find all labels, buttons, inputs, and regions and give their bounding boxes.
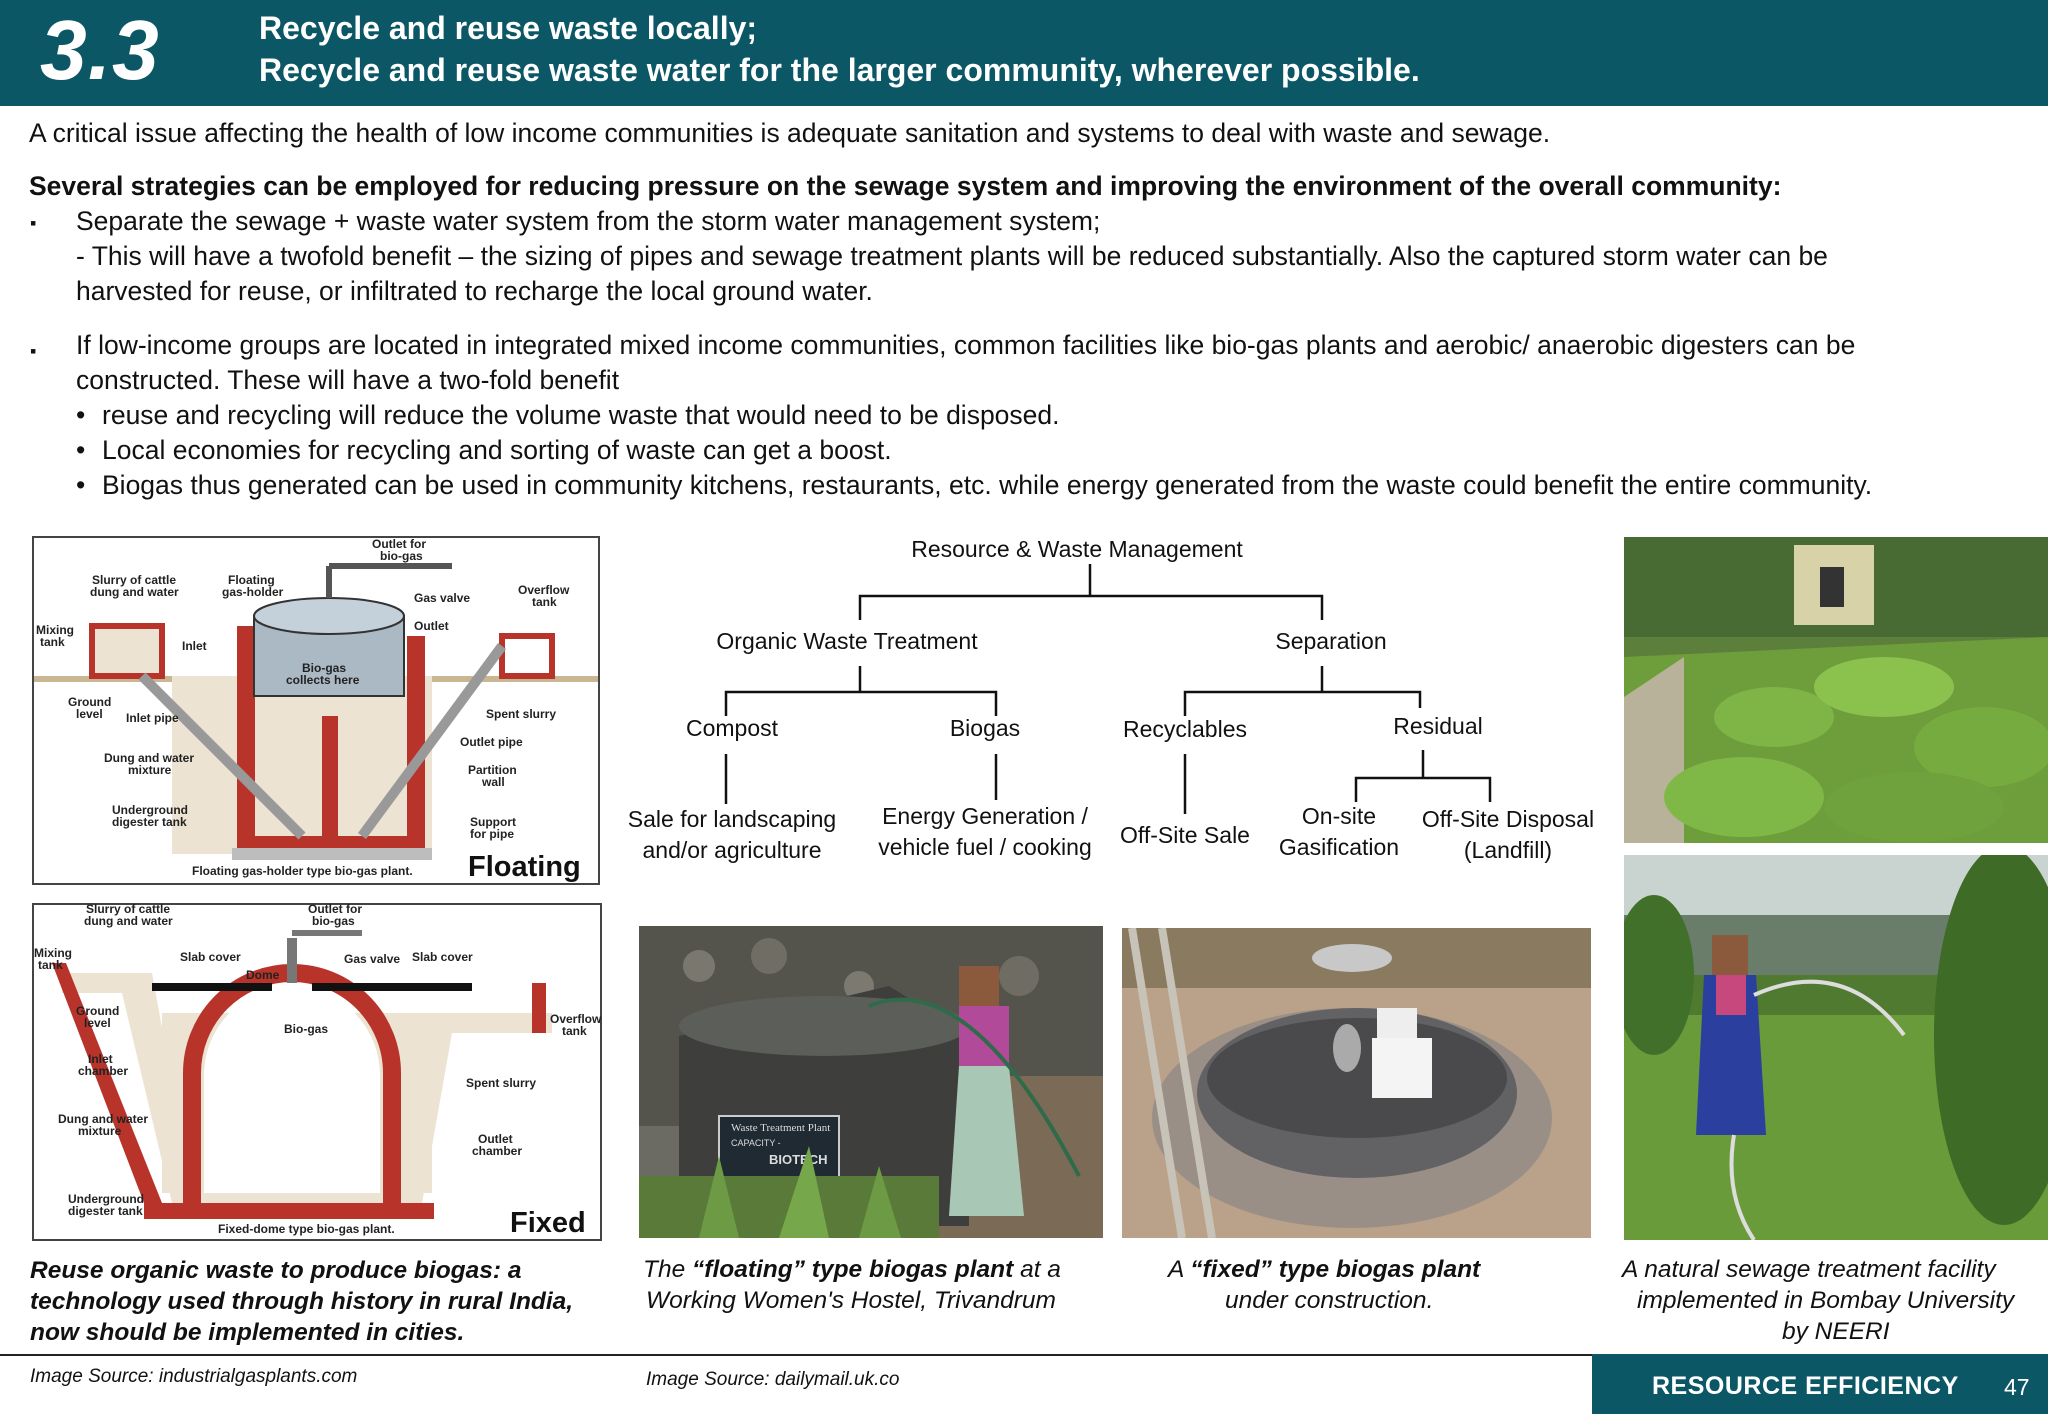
tree-offsite-sale: Off-Site Sale — [1120, 822, 1250, 848]
tree-offsite-disposal: Off-Site Disposal — [1421, 806, 1595, 832]
label-ground-level: level — [84, 1016, 111, 1030]
label-underground: digester tank — [112, 815, 187, 829]
fixed-biogas-diagram — [32, 903, 602, 1241]
caption-fixed-line2: under construction. — [1225, 1287, 1434, 1314]
bullet-1-sub-line1: - This will have a twofold benefit – the sizing of pipes and sewage treatment plants will be reduced substantially. Also the captured storm water can be — [76, 241, 1828, 271]
label-slurry: dung and water — [90, 585, 179, 599]
floating-diagram-caption: Floating gas-holder type bio-gas plant. — [192, 864, 413, 878]
photo-floating-biogas-plant — [639, 926, 1103, 1238]
tree-sale-landscaping: and/or agriculture — [642, 837, 822, 863]
sign-text: Waste Treatment Plant — [731, 1122, 831, 1134]
label-floating-holder: gas-holder — [222, 585, 284, 599]
caption-text: The — [643, 1256, 693, 1283]
label-outlet-chamber: chamber — [472, 1144, 523, 1158]
label-inlet: Inlet — [182, 639, 207, 653]
label-biogas-collects: Bio-gas — [302, 661, 347, 675]
bullet-2-sub-3: Biogas thus generated can be used in community kitchens, restaurants, etc. while energy generated from the waste could benefit the entire community. — [102, 470, 1873, 500]
dot-marker: • — [76, 470, 86, 500]
tree-energy-generation: Energy Generation / — [882, 803, 1088, 829]
label-slurry: Slurry of cattle — [86, 903, 171, 916]
label-outlet-chamber: Outlet — [478, 1132, 513, 1146]
label-ground-level: Ground — [76, 1004, 120, 1018]
label-underground: Underground — [68, 1192, 144, 1206]
label-slab-cover: Slab cover — [180, 950, 241, 964]
label-outlet-pipe: Outlet pipe — [460, 735, 523, 749]
label-dung-water: Dung and water — [104, 751, 195, 765]
label-outlet-biogas: Outlet for — [308, 903, 362, 916]
label-gas-valve: Gas valve — [344, 952, 401, 966]
photo-natural-treatment-plants — [1624, 537, 2048, 843]
label-support-pipe: for pipe — [470, 827, 514, 841]
caption-reuse-line2: technology used through history in rural India, — [30, 1288, 574, 1315]
dot-marker: • — [76, 435, 86, 465]
tree-energy-generation: vehicle fuel / cooking — [878, 834, 1092, 860]
waste-management-tree — [620, 530, 1600, 880]
label-overflow-tank: Overflow — [550, 1012, 602, 1026]
label-dome: Dome — [246, 968, 280, 982]
label-dung-water: mixture — [128, 763, 172, 777]
label-support-pipe: Support — [470, 815, 516, 829]
fixed-diagram-caption: Fixed-dome type bio-gas plant. — [218, 1222, 395, 1236]
label-mixing-tank: tank — [40, 635, 65, 649]
caption-text: “fixed” type biogas plant — [1190, 1256, 1481, 1283]
page-number: 47 — [2004, 1374, 2030, 1400]
footer-divider — [0, 1354, 1592, 1356]
image-source-left: Image Source: industrialgasplants.com — [30, 1366, 358, 1387]
photo-natural-treatment-woman — [1624, 855, 2048, 1240]
caption-text: A — [1168, 1256, 1191, 1283]
label-ground-level: level — [76, 707, 103, 721]
caption-floating-line1 — [643, 1254, 1103, 1285]
label-ground-level: Ground — [68, 695, 112, 709]
label-spent-slurry: Spent slurry — [486, 707, 557, 721]
caption-text: at a — [1013, 1256, 1061, 1283]
tree-onsite-gasification: Gasification — [1278, 834, 1400, 860]
caption-reuse-line3: now should be implemented in cities. — [30, 1319, 465, 1346]
label-inlet-pipe: Inlet pipe — [126, 711, 179, 725]
label-slurry: Slurry of cattle — [92, 573, 177, 587]
label-outlet-biogas: bio-gas — [312, 914, 355, 928]
label-dung-water: mixture — [78, 1124, 122, 1138]
label-mixing-tank: Mixing — [34, 946, 72, 960]
strategies-heading: Several strategies can be employed for reducing pressure on the sewage system and improving the environment of the overall community: — [29, 171, 1782, 201]
label-partition-wall: wall — [482, 775, 505, 789]
section-number: 3.3 — [40, 3, 160, 97]
tree-residual: Residual — [1393, 713, 1483, 739]
intro-text: A critical issue affecting the health of low income communities is adequate sanitation and systems to deal with waste and sewage. — [29, 118, 1551, 148]
floating-label: Floating — [468, 851, 581, 883]
label-outlet-biogas: bio-gas — [380, 549, 423, 563]
bullet-2-text-line2: constructed. These will have a two-fold benefit — [76, 365, 620, 395]
tree-offsite-disposal: (Landfill) — [1463, 837, 1553, 863]
label-mixing-tank: Mixing — [36, 623, 74, 637]
tree-onsite-gasification: On-site — [1301, 803, 1377, 829]
tree-organic-waste-treatment: Organic Waste Treatment — [716, 628, 978, 654]
image-source-middle: Image Source: dailymail.uk.co — [646, 1369, 900, 1390]
label-biogas: Bio-gas — [284, 1022, 329, 1036]
caption-text: “floating” type biogas plant — [692, 1256, 1014, 1283]
label-gas-valve: Gas valve — [414, 591, 471, 605]
label-partition-wall: Partition — [468, 763, 517, 777]
label-outlet: Outlet — [414, 619, 449, 633]
tree-recyclables: Recyclables — [1123, 716, 1247, 742]
bullet-1-text: Separate the sewage + waste water system from the storm water management system; — [76, 206, 1101, 236]
bullet-2-sub-2: Local economies for recycling and sorting of waste can get a boost. — [102, 435, 892, 465]
tree-separation: Separation — [1275, 628, 1387, 654]
tree-root: Resource & Waste Management — [911, 536, 1243, 562]
bullet-marker: ▪ — [30, 213, 37, 233]
tree-sale-landscaping: Sale for landscaping — [627, 806, 837, 832]
label-overflow-tank: tank — [532, 595, 557, 609]
label-overflow-tank: Overflow — [518, 583, 570, 597]
page-title-line1: Recycle and reuse waste locally; — [259, 10, 758, 46]
label-biogas-collects: collects here — [286, 673, 360, 687]
label-overflow-tank: tank — [562, 1024, 587, 1038]
label-dung-water: Dung and water — [58, 1112, 149, 1126]
fixed-label: Fixed — [510, 1207, 586, 1239]
label-underground: Underground — [112, 803, 188, 817]
label-slab-cover: Slab cover — [412, 950, 473, 964]
caption-reuse-line1: Reuse organic waste to produce biogas: a — [30, 1257, 522, 1284]
caption-natural-line3: by NEERI — [1782, 1318, 1890, 1345]
caption-floating-line2: Working Women's Hostel, Trivandrum — [646, 1287, 1056, 1314]
bullet-2-sub-1: reuse and recycling will reduce the volume waste that would need to be disposed. — [102, 400, 1060, 430]
bullet-1-sub-line2: harvested for reuse, or infiltrated to recharge the local ground water. — [76, 276, 873, 306]
tree-compost: Compost — [685, 715, 779, 741]
dot-marker: • — [76, 400, 86, 430]
label-floating-holder: Floating — [228, 573, 275, 587]
label-mixing-tank: tank — [38, 958, 63, 972]
label-slurry: dung and water — [84, 914, 173, 928]
label-inlet-chamber: Inlet — [88, 1052, 113, 1066]
caption-natural-line1: A natural sewage treatment facility — [1622, 1256, 1996, 1283]
label-inlet-chamber: chamber — [78, 1064, 129, 1078]
label-outlet-biogas: Outlet for — [372, 537, 426, 551]
footer-label: RESOURCE EFFICIENCY — [1652, 1372, 1959, 1400]
sign-text: CAPACITY - — [731, 1138, 781, 1148]
label-spent-slurry: Spent slurry — [466, 1076, 537, 1090]
caption-fixed-line1 — [1168, 1254, 1480, 1285]
label-underground: digester tank — [68, 1204, 143, 1218]
bullet-2-text-line1: If low-income groups are located in integrated mixed income communities, common facilities like bio-gas plants and aerobic/ anaerobic digesters can be — [76, 330, 1856, 360]
floating-biogas-diagram — [32, 536, 600, 885]
caption-natural-line2: implemented in Bombay University — [1637, 1287, 2015, 1314]
photo-fixed-biogas-plant — [1122, 928, 1591, 1238]
bullet-marker: ▪ — [30, 341, 37, 361]
sign-text: BIOTECH — [769, 1152, 828, 1167]
tree-biogas: Biogas — [949, 715, 1021, 741]
page-title-line2: Recycle and reuse waste water for the larger community, wherever possible. — [259, 52, 1420, 88]
